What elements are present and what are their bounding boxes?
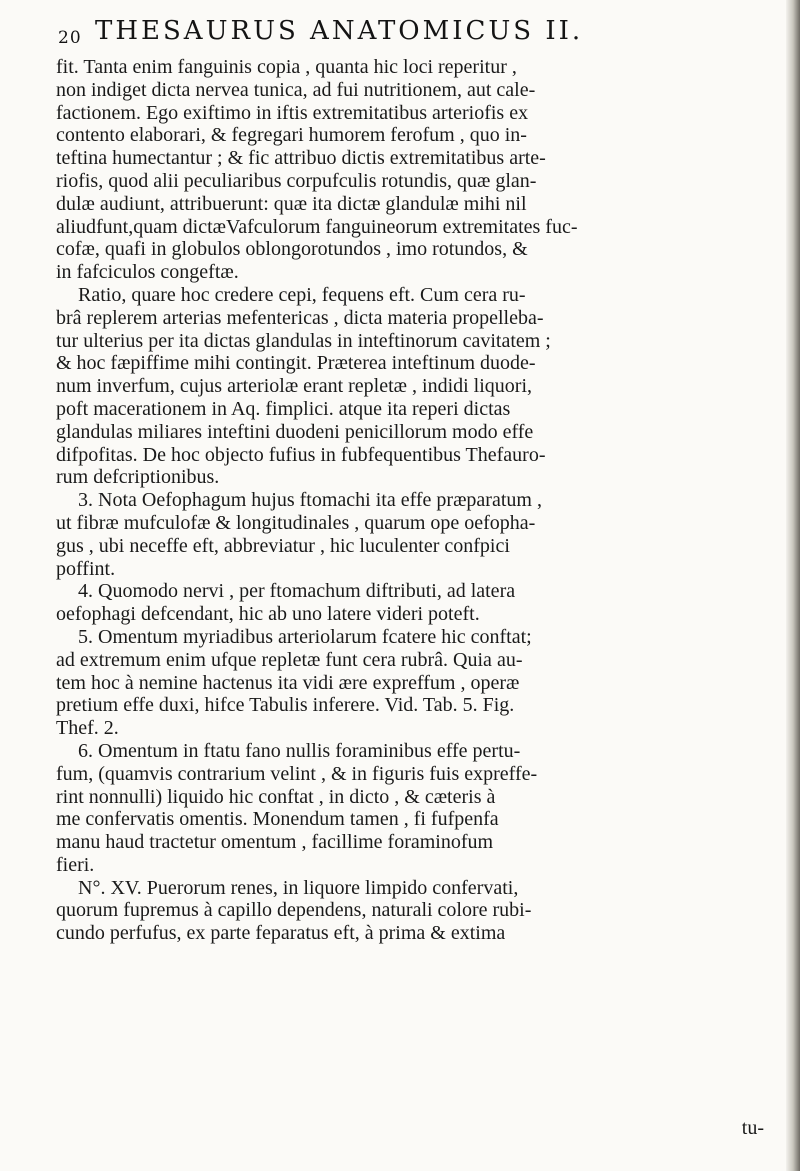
- page-edge-shadow: [786, 0, 800, 1171]
- text-line: cundo perfufus, ex parte feparatus eft, à prima & extima: [56, 922, 506, 945]
- text-line: & hoc fæpiffime mihi contingit. Præterea inteftinum duode-: [56, 352, 536, 375]
- text-line: difpofitas. De hoc objecto fufius in fubfequentibus Thefauro-: [56, 443, 546, 466]
- text-line: 6. Omentum in ftatu fano nullis foraminibus effe pertu-: [78, 739, 521, 762]
- text-line: rint nonnulli) liquido hic conftat , in dicto , & cæteris à: [56, 785, 496, 808]
- text-line: teftina humectantur ; & fic attribuo dictis extremitatibus arte-: [56, 147, 546, 170]
- text-line: brâ replerem arterias mefentericas , dicta materia propelleba-: [56, 306, 544, 329]
- text-line: 5. Omentum myriadibus arteriolarum fcatere hic conftat;: [78, 625, 532, 648]
- text-line: quorum fupremus à capillo dependens, naturali colore rubi-: [56, 899, 532, 922]
- text-line: glandulas miliares inteftini duodeni penicillorum modo effe: [56, 420, 534, 443]
- text-line: manu haud tractetur omentum , facillime foraminofum: [56, 831, 494, 854]
- text-line: riofis, quod alii peculiaribus corpufculis rotundis, quæ glan-: [56, 169, 537, 192]
- text-line: non indiget dicta nervea tunica, ad fui nutritionem, aut cale-: [56, 78, 536, 101]
- text-line: fieri.: [56, 853, 95, 876]
- text-line: num inverfum, cujus arteriolæ erant repletæ , indidi liquori,: [56, 375, 533, 398]
- text-line: rum defcriptionibus.: [56, 466, 220, 489]
- text-line: aliudfunt,quam dictæVafculorum fanguineorum extremitates fuc-: [56, 215, 578, 238]
- catchword: tu-: [741, 1117, 764, 1139]
- text-line: in fafciculos congeftæ.: [56, 261, 239, 284]
- text-line: poft macerationem in Aq. fimplici. atque ita reperi dictas: [56, 397, 511, 420]
- text-line: Ratio, quare hoc credere cepi, fequens eft. Cum cera ru-: [78, 283, 526, 306]
- text-line: 4. Quomodo nervi , per ftomachum diftributi, ad latera: [78, 580, 516, 603]
- text-line: ut fibræ mufculofæ & longitudinales , quarum ope oefopha-: [56, 511, 536, 534]
- text-line: fit. Tanta enim fanguinis copia , quanta hic loci reperitur ,: [56, 56, 517, 78]
- text-line: factionem. Ego exiftimo in iftis extremitatibus arteriofis ex: [56, 101, 529, 124]
- text-line: Thef. 2.: [56, 717, 119, 740]
- text-line: tur ulterius per ita dictas glandulas in inteftinorum cavitatem ;: [56, 329, 551, 352]
- text-line: pretium effe duxi, hifce Tabulis inferere. Vid. Tab. 5. Fig.: [56, 694, 515, 717]
- text-line: N°. XV. Puerorum renes, in liquore limpido confervati,: [78, 876, 519, 899]
- body-text: [56, 56, 780, 945]
- text-line: gus , ubi neceffe eft, abbreviatur , hic luculenter confpici: [56, 534, 510, 557]
- text-line: fum, (quamvis contrarium velint , & in figuris fuis expreffe-: [56, 762, 538, 785]
- text-line: poffint.: [56, 557, 116, 580]
- text-line: oefophagi defcendant, hic ab uno latere videri poteft.: [56, 603, 480, 626]
- running-title: THESAURUS ANATOMICUS II.: [95, 16, 584, 46]
- text-line: tem hoc à nemine hactenus ita vidi ære expreffum , operæ: [56, 671, 520, 694]
- text-line: dulæ audiunt, attribuerunt: quæ ita dictæ glandulæ mihi nil: [56, 192, 527, 215]
- page-number: 20: [58, 28, 82, 48]
- text-line: 3. Nota Oefophagum hujus ftomachi ita effe præparatum ,: [78, 489, 542, 512]
- text-line: ad extremum enim ufque repletæ funt cera rubrâ. Quia au-: [56, 648, 523, 671]
- page-header: [58, 14, 778, 54]
- text-line: cofæ, quafi in globulos oblongorotundos , imo rotundos, &: [56, 238, 528, 261]
- text-line: me confervatis omentis. Monendum tamen , fi fufpenfa: [56, 808, 499, 831]
- text-line: contento elaborari, & fegregari humorem ferofum , quo in-: [56, 124, 527, 147]
